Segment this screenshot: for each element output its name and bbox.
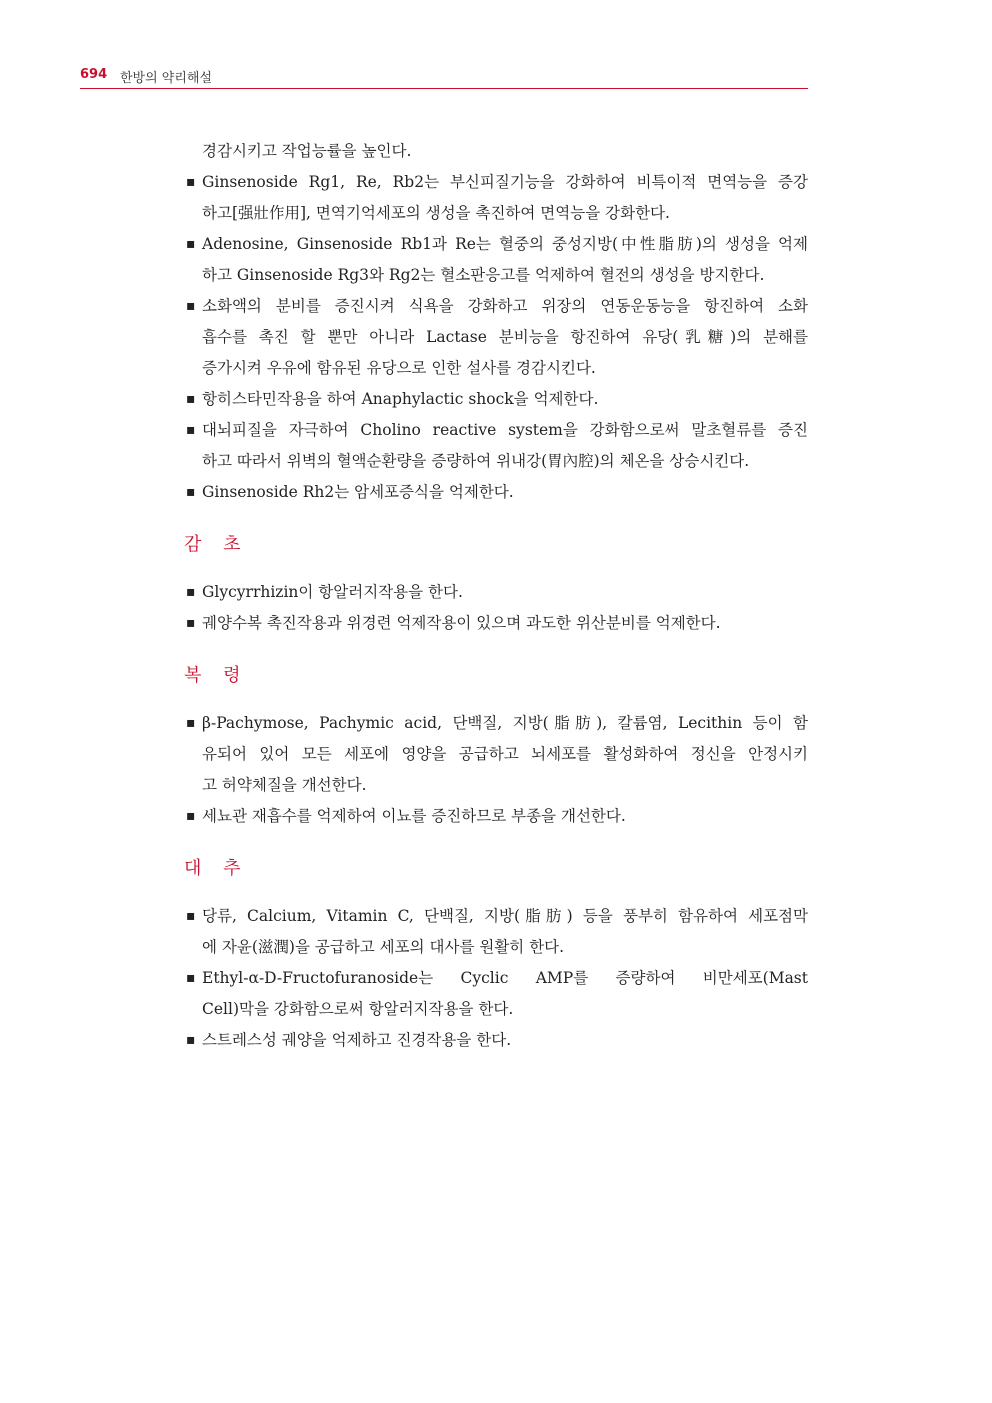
- list-item: [186, 577, 808, 608]
- list-item: [186, 384, 808, 415]
- bullet-icon: ▪: [186, 715, 196, 731]
- list-item: [186, 291, 808, 384]
- page-number: 694: [80, 67, 108, 82]
- bullet-icon: ▪: [186, 1032, 196, 1048]
- list-item-line: 하고 따라서 위벽의 혈액순환량을 증량하여 위내강(胃內腔)의 체온을 상승시킨다.: [202, 452, 750, 470]
- list-item: [186, 167, 808, 229]
- list-item-line: 궤양수복 촉진작용과 위경련 억제작용이 있으며 과도한 위산분비를 억제한다.: [202, 614, 721, 632]
- page-header: [80, 64, 808, 89]
- paragraph-line: 경감시키고 작업능률을 높인다.: [202, 142, 412, 160]
- list-item: [186, 1025, 808, 1056]
- list-item-line: 하고[强壯作用], 면역기억세포의 생성을 촉진하여 면역능을 강화한다.: [202, 204, 670, 222]
- bullet-icon: ▪: [186, 422, 196, 438]
- bullet-icon: ▪: [186, 391, 196, 407]
- list-item-line: Adenosine, Ginsenoside Rb1과 Re는 혈중의 중성지방(中性脂肪)의 생성을 억제: [202, 235, 808, 253]
- bullet-icon: ▪: [186, 236, 196, 252]
- list-item-line: 증가시켜 우유에 함유된 유당으로 인한 설사를 경감시킨다.: [202, 359, 596, 377]
- list-item-line: Glycyrrhizin이 항알러지작용을 한다.: [202, 583, 463, 601]
- list-item-line: 하고 Ginsenoside Rg3와 Rg2는 혈소판응고를 억제하여 혈전의 생성을 방지한다.: [202, 266, 765, 284]
- section-heading-bokryeong: 복 령: [184, 665, 249, 686]
- list-item-line: Ethyl-α-D-Fructofuranoside는 Cyclic AMP를 증량하여 비만세포(Mast: [202, 969, 808, 987]
- bullet-icon: ▪: [186, 615, 196, 631]
- running-title: 한방의 약리해설: [120, 71, 213, 86]
- list-item-line: 소화액의 분비를 증진시켜 식욕을 강화하고 위장의 연동운동능을 항진하여 소화: [202, 297, 808, 315]
- list-item-line: 고 허약체질을 개선한다.: [202, 776, 367, 794]
- section-heading-gamcho: 감 초: [184, 534, 249, 555]
- bullet-icon: ▪: [186, 584, 196, 600]
- list-item-line: 유되어 있어 모든 세포에 영양을 공급하고 뇌세포를 활성화하여 정신을 안정시키: [202, 745, 808, 763]
- list-item-line: 당류, Calcium, Vitamin C, 단백질, 지방(脂肪) 등을 풍부히 함유하여 세포점막: [202, 907, 808, 925]
- bullet-icon: ▪: [186, 174, 196, 190]
- list-item-line: 항히스타민작용을 하여 Anaphylactic shock을 억제한다.: [202, 390, 599, 408]
- bullet-icon: ▪: [186, 298, 196, 314]
- bullet-icon: ▪: [186, 484, 196, 500]
- list-item-line: Ginsenoside Rh2는 암세포증식을 억제한다.: [202, 483, 514, 501]
- list-item-line: Ginsenoside Rg1, Re, Rb2는 부신피질기능을 강화하여 비특이적 면역능을 증강: [202, 173, 808, 191]
- list-item-line: 스트레스성 궤양을 억제하고 진경작용을 한다.: [202, 1031, 512, 1049]
- list-item: [186, 901, 808, 963]
- page-content: [186, 136, 808, 1056]
- list-item-line: 흡수를 촉진 할 뿐만 아니라 Lactase 분비능을 항진하여 유당(乳糖)의 분해를: [202, 328, 808, 346]
- list-item-line: 에 자윤(滋潤)을 공급하고 세포의 대사를 원활히 한다.: [202, 938, 565, 956]
- list-item-line: β-Pachymose, Pachymic acid, 단백질, 지방(脂肪), 칼륨염, Lecithin 등이 함: [202, 714, 808, 732]
- list-item: [186, 801, 808, 832]
- list-item: [186, 708, 808, 801]
- list-item: [186, 608, 808, 639]
- list-item-line: Cell)막을 강화함으로써 항알러지작용을 한다.: [202, 1000, 514, 1018]
- list-item-line: 대뇌피질을 자극하여 Cholino reactive system을 강화함으로써 말초혈류를 증진: [202, 421, 808, 439]
- section-heading-daechu: 대 추: [184, 858, 249, 879]
- list-item: [186, 229, 808, 291]
- list-item-line: 세뇨관 재흡수를 억제하여 이뇨를 증진하므로 부종을 개선한다.: [202, 807, 626, 825]
- bullet-icon: ▪: [186, 970, 196, 986]
- list-item: [186, 477, 808, 508]
- list-item: [186, 963, 808, 1025]
- list-item: [186, 415, 808, 477]
- bullet-icon: ▪: [186, 908, 196, 924]
- bullet-icon: ▪: [186, 808, 196, 824]
- continuation-paragraph: [186, 136, 808, 167]
